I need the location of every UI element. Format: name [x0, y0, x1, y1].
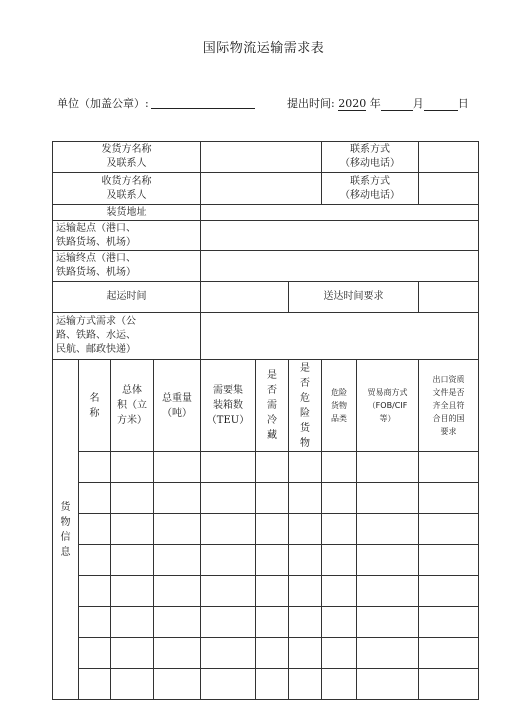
origin-row: [53, 221, 479, 251]
cargo-cell[interactable]: [322, 576, 357, 607]
cargo-cell[interactable]: [256, 545, 289, 576]
cargo-row: [53, 483, 479, 514]
unit-label: 单位（加盖公章）:: [57, 97, 149, 110]
cargo-info-label: 货 物 信 息: [53, 360, 79, 700]
cargo-cell[interactable]: [419, 483, 479, 514]
cargo-cell[interactable]: [111, 669, 154, 700]
consignee-row: [53, 173, 479, 205]
shipper-row: [53, 142, 479, 173]
cargo-cell[interactable]: [322, 669, 357, 700]
cargo-cell[interactable]: [289, 545, 322, 576]
submit-time-group: [287, 95, 469, 111]
submit-time-label: 提出时间:: [287, 97, 335, 110]
cargo-cell[interactable]: [111, 545, 154, 576]
cargo-cell[interactable]: [357, 483, 419, 514]
cargo-cell[interactable]: [357, 452, 419, 483]
cargo-cell[interactable]: [357, 638, 419, 669]
cargo-cell[interactable]: [256, 514, 289, 545]
month-unit: 月: [412, 97, 424, 110]
cargo-cell[interactable]: [201, 607, 256, 638]
cargo-cell[interactable]: [322, 607, 357, 638]
cargo-row: [53, 638, 479, 669]
cargo-row: [53, 607, 479, 638]
cargo-cell[interactable]: [322, 452, 357, 483]
cargo-cell[interactable]: [289, 576, 322, 607]
cargo-cell[interactable]: [256, 576, 289, 607]
cargo-row: [53, 576, 479, 607]
cargo-cell[interactable]: [289, 452, 322, 483]
cargo-cell[interactable]: [111, 483, 154, 514]
origin-value-cell[interactable]: [201, 221, 479, 251]
col-dangerous-header: 是 否 危 险 货 物: [289, 360, 322, 452]
cargo-row: [53, 452, 479, 483]
cargo-cell[interactable]: [111, 638, 154, 669]
cargo-row: [53, 669, 479, 700]
cargo-cell[interactable]: [79, 545, 111, 576]
cargo-cell[interactable]: [201, 514, 256, 545]
day-input-line[interactable]: [424, 98, 458, 111]
col-weight-header: 总重量 （吨）: [154, 360, 201, 452]
departure-time-value-cell[interactable]: [201, 282, 289, 313]
cargo-cell[interactable]: [289, 638, 322, 669]
cargo-cell[interactable]: [289, 669, 322, 700]
delivery-time-label: 送达时间要求: [289, 282, 419, 313]
cargo-cell[interactable]: [201, 669, 256, 700]
cargo-cell[interactable]: [79, 452, 111, 483]
cargo-cell[interactable]: [419, 576, 479, 607]
col-trade-terms-header: 贸易商方式 （FOB/CIF 等）: [357, 360, 419, 452]
requirements-table: [52, 141, 479, 700]
cargo-cell[interactable]: [79, 607, 111, 638]
cargo-cell[interactable]: [256, 452, 289, 483]
departure-time-label: 起运时间: [53, 282, 201, 313]
destination-row: [53, 251, 479, 282]
cargo-cell[interactable]: [201, 638, 256, 669]
col-container-header: 需要集 装箱数 （TEU）: [201, 360, 256, 452]
cargo-cell[interactable]: [256, 669, 289, 700]
cargo-cell[interactable]: [322, 638, 357, 669]
cargo-row: [53, 545, 479, 576]
transport-mode-row: [53, 313, 479, 360]
year-unit: 年: [369, 97, 381, 110]
col-export-docs-header: 出口资质 文件是否 齐全且符 合目的国 要求: [419, 360, 479, 452]
transport-mode-label: 运输方式需求（公 路、铁路、水运、 民航、邮政快递）: [53, 313, 201, 360]
cargo-cell[interactable]: [357, 545, 419, 576]
time-row: [53, 282, 479, 313]
cargo-cell[interactable]: [419, 669, 479, 700]
consignee-label: 收货方名称 及联系人: [53, 173, 201, 205]
cargo-cell[interactable]: [201, 576, 256, 607]
col-refrigeration-header: 是 否 需 冷 藏: [256, 360, 289, 452]
cargo-cell[interactable]: [322, 545, 357, 576]
cargo-row: [53, 514, 479, 545]
loading-address-value-cell[interactable]: [201, 205, 479, 221]
loading-address-label: 装货地址: [53, 205, 201, 221]
cargo-cell[interactable]: [357, 607, 419, 638]
origin-label: 运输起点（港口、 铁路货场、机场）: [53, 221, 201, 251]
cargo-cell[interactable]: [79, 576, 111, 607]
shipper-label: 发货方名称 及联系人: [53, 142, 201, 173]
col-name-header: 名 称: [79, 360, 111, 452]
cargo-cell[interactable]: [154, 483, 201, 514]
cargo-cell[interactable]: [357, 514, 419, 545]
consignee-contact-value-cell[interactable]: [419, 173, 479, 205]
cargo-cell[interactable]: [419, 607, 479, 638]
cargo-cell[interactable]: [154, 545, 201, 576]
cargo-cell[interactable]: [201, 452, 256, 483]
shipper-contact-label: 联系方式 （移动电话）: [322, 142, 419, 173]
transport-mode-value-cell[interactable]: [201, 313, 479, 360]
col-dangerous-class-header: 危险 货物 品类: [322, 360, 357, 452]
consignee-value-cell[interactable]: [201, 173, 322, 205]
unit-input-line[interactable]: [151, 108, 255, 109]
form-title: 国际物流运输需求表: [202, 41, 325, 56]
day-unit: 日: [457, 97, 469, 110]
cargo-cell[interactable]: [79, 638, 111, 669]
cargo-cell[interactable]: [79, 514, 111, 545]
destination-value-cell[interactable]: [201, 251, 479, 282]
cargo-cell[interactable]: [154, 576, 201, 607]
cargo-cell[interactable]: [256, 483, 289, 514]
cargo-cell[interactable]: [256, 638, 289, 669]
cargo-cell[interactable]: [419, 452, 479, 483]
cargo-cell[interactable]: [154, 514, 201, 545]
cargo-cell[interactable]: [154, 638, 201, 669]
cargo-cell[interactable]: [322, 514, 357, 545]
form-meta-line: [57, 95, 482, 111]
cargo-cell[interactable]: [154, 607, 201, 638]
delivery-time-value-cell[interactable]: [419, 282, 479, 313]
cargo-cell[interactable]: [201, 545, 256, 576]
consignee-contact-label: 联系方式 （移动电话）: [322, 173, 419, 205]
cargo-cell[interactable]: [289, 514, 322, 545]
month-input-line[interactable]: [381, 98, 413, 111]
cargo-cell[interactable]: [111, 452, 154, 483]
cargo-cell[interactable]: [322, 483, 357, 514]
cargo-cell[interactable]: [154, 452, 201, 483]
cargo-cell[interactable]: [79, 483, 111, 514]
cargo-cell[interactable]: [256, 607, 289, 638]
cargo-cell[interactable]: [357, 669, 419, 700]
cargo-cell[interactable]: [201, 483, 256, 514]
cargo-cell[interactable]: [289, 483, 322, 514]
year-value[interactable]: 2020: [338, 97, 367, 110]
cargo-cell[interactable]: [111, 576, 154, 607]
cargo-cell[interactable]: [419, 638, 479, 669]
cargo-cell[interactable]: [289, 607, 322, 638]
cargo-cell[interactable]: [154, 669, 201, 700]
shipper-contact-value-cell[interactable]: [419, 142, 479, 173]
cargo-cell[interactable]: [111, 514, 154, 545]
cargo-cell[interactable]: [419, 545, 479, 576]
cargo-cell[interactable]: [419, 514, 479, 545]
cargo-cell[interactable]: [79, 669, 111, 700]
cargo-header-row: [53, 360, 479, 452]
col-volume-header: 总体 积（立 方米）: [111, 360, 154, 452]
cargo-cell[interactable]: [357, 576, 419, 607]
destination-label: 运输终点（港口、 铁路货场、机场）: [53, 251, 201, 282]
cargo-cell[interactable]: [111, 607, 154, 638]
shipper-value-cell[interactable]: [201, 142, 322, 173]
loading-address-row: [53, 205, 479, 221]
